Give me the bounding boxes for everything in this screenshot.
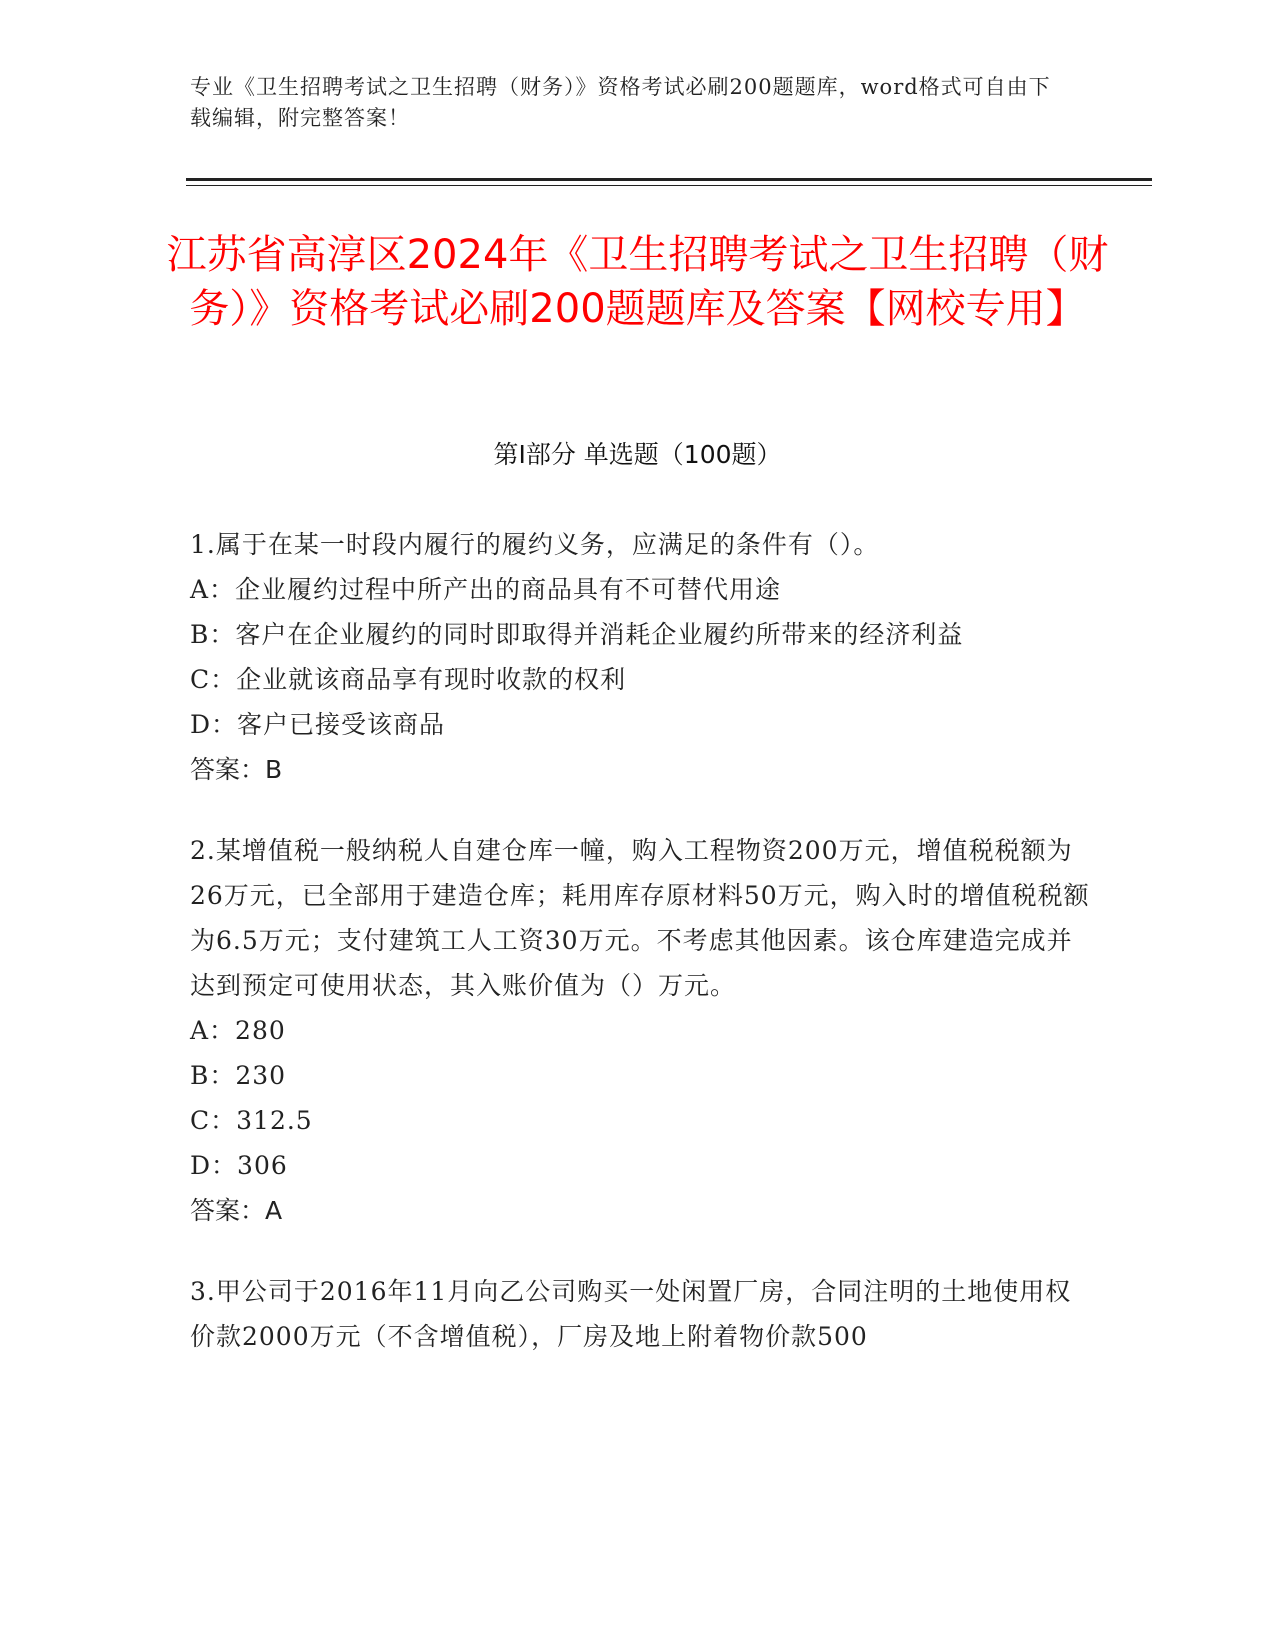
option-a: A：280	[190, 1016, 286, 1045]
option-b: B：客户在企业履约的同时即取得并消耗企业履约所带来的经济利益	[190, 620, 964, 649]
option-a: A：企业履约过程中所产出的商品具有不可替代用途	[190, 575, 782, 604]
question-stem: 3.甲公司于2016年11月向乙公司购买一处闲置厂房，合同注明的土地使用权价款2000万元（不含增值税），厂房及地上附着物价款500	[190, 1277, 1072, 1351]
question-stem: 1.属于在某一时段内履行的履约义务，应满足的条件有（）。	[190, 530, 880, 559]
option-c: C：企业就该商品享有现时收款的权利	[190, 665, 627, 694]
question-stem: 2.某增值税一般纳税人自建仓库一幢，购入工程物资200万元，增值税税额为26万元，已全部用于建造仓库；耗用库存原材料50万元，购入时的增值税税额为6.5万元；支付建筑工人工资30万元。不考虑其他因素。该仓库建造完成并达到预定可使用状态，其入账价值为（）万元。	[190, 836, 1090, 1000]
question-list	[190, 522, 1090, 1395]
question-2	[190, 828, 1090, 1233]
header-divider-thin	[186, 185, 1152, 186]
option-d: D：客户已接受该商品	[190, 710, 446, 739]
header-divider-thick	[186, 178, 1152, 181]
answer-line: 答案：B	[190, 755, 283, 784]
section-title: 第Ⅰ部分 单选题（100题）	[493, 440, 782, 469]
question-1	[190, 522, 1090, 792]
header-note: 专业《卫生招聘考试之卫生招聘（财务）》资格考试必刷200题题库，word格式可自由下载编辑，附完整答案！	[190, 75, 1051, 130]
answer-line: 答案：A	[190, 1196, 283, 1225]
option-b: B：230	[190, 1061, 287, 1090]
main-title: 江苏省高淳区2024年《卫生招聘考试之卫生招聘（财务）》资格考试必刷200题题库及答案【网校专用】	[166, 232, 1109, 332]
option-c: C：312.5	[190, 1106, 313, 1135]
option-d: D：306	[190, 1151, 288, 1180]
question-3	[190, 1269, 1090, 1359]
